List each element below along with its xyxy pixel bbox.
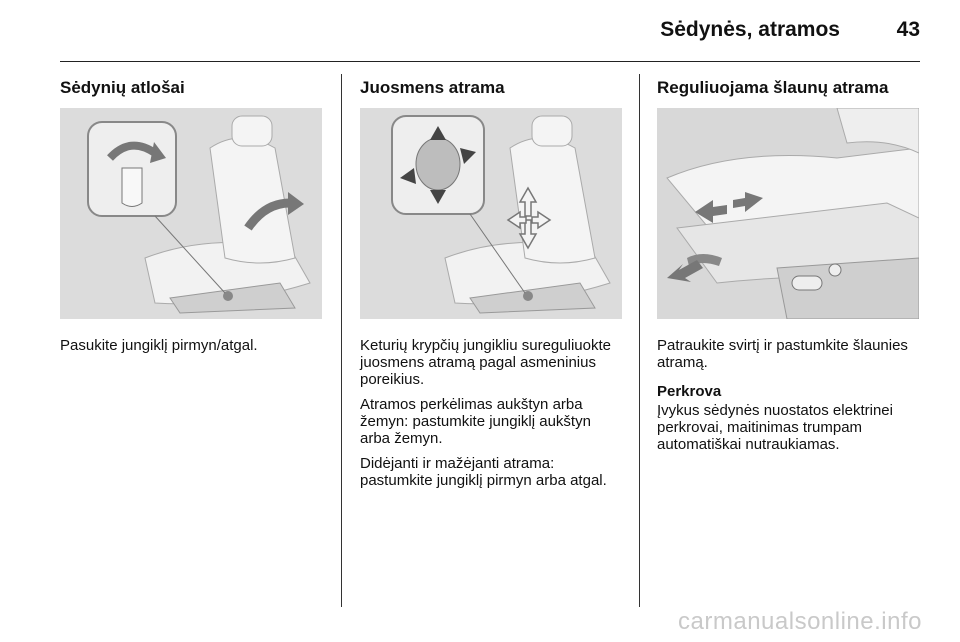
- section-thigh-support: [657, 78, 919, 461]
- column-divider: [341, 74, 342, 607]
- section-heading: Reguliuojama šlaunų atrama: [657, 78, 889, 97]
- section-backrest: [60, 78, 322, 362]
- page-header: [0, 0, 960, 60]
- subsection-heading: Perkrova: [657, 383, 722, 400]
- header-rule: [60, 61, 920, 62]
- paragraph: Didėjanti ir mažėjanti atrama: pastumkite jungiklį pirmyn arba atgal.: [360, 455, 607, 489]
- section-heading: Juosmens atrama: [360, 78, 505, 97]
- paragraph: Patraukite svirtį ir pastumkite šlaunies atramą.: [657, 337, 908, 371]
- paragraph: Keturių krypčių jungikliu sureguliuokte juosmens atramą pagal asmeninius poreikius.: [360, 337, 611, 388]
- paragraph: Įvykus sėdynės nuostatos elektrinei perkrovai, maitinimas trumpam automatiškai nutraukiamas.: [657, 402, 893, 453]
- watermark: carmanualsonline.info: [678, 608, 922, 635]
- paragraph: Pasukite jungiklį pirmyn/atgal.: [60, 337, 258, 354]
- page-number: 43: [896, 18, 920, 41]
- section-heading: Sėdynių atlošai: [60, 78, 185, 97]
- seat-backrest-recline-knob-illustration: [60, 108, 322, 319]
- page-title: Sėdynės, atramos: [660, 18, 840, 41]
- column-divider: [639, 74, 640, 607]
- paragraph: Atramos perkėlimas aukštyn arba žemyn: pastumkite jungiklį aukštyn arba žemyn.: [360, 396, 591, 447]
- section-lumbar: [360, 78, 622, 497]
- seat-thigh-support-lever-illustration: [657, 108, 919, 319]
- seat-lumbar-support-four-way-switch-illustration: [360, 108, 622, 319]
